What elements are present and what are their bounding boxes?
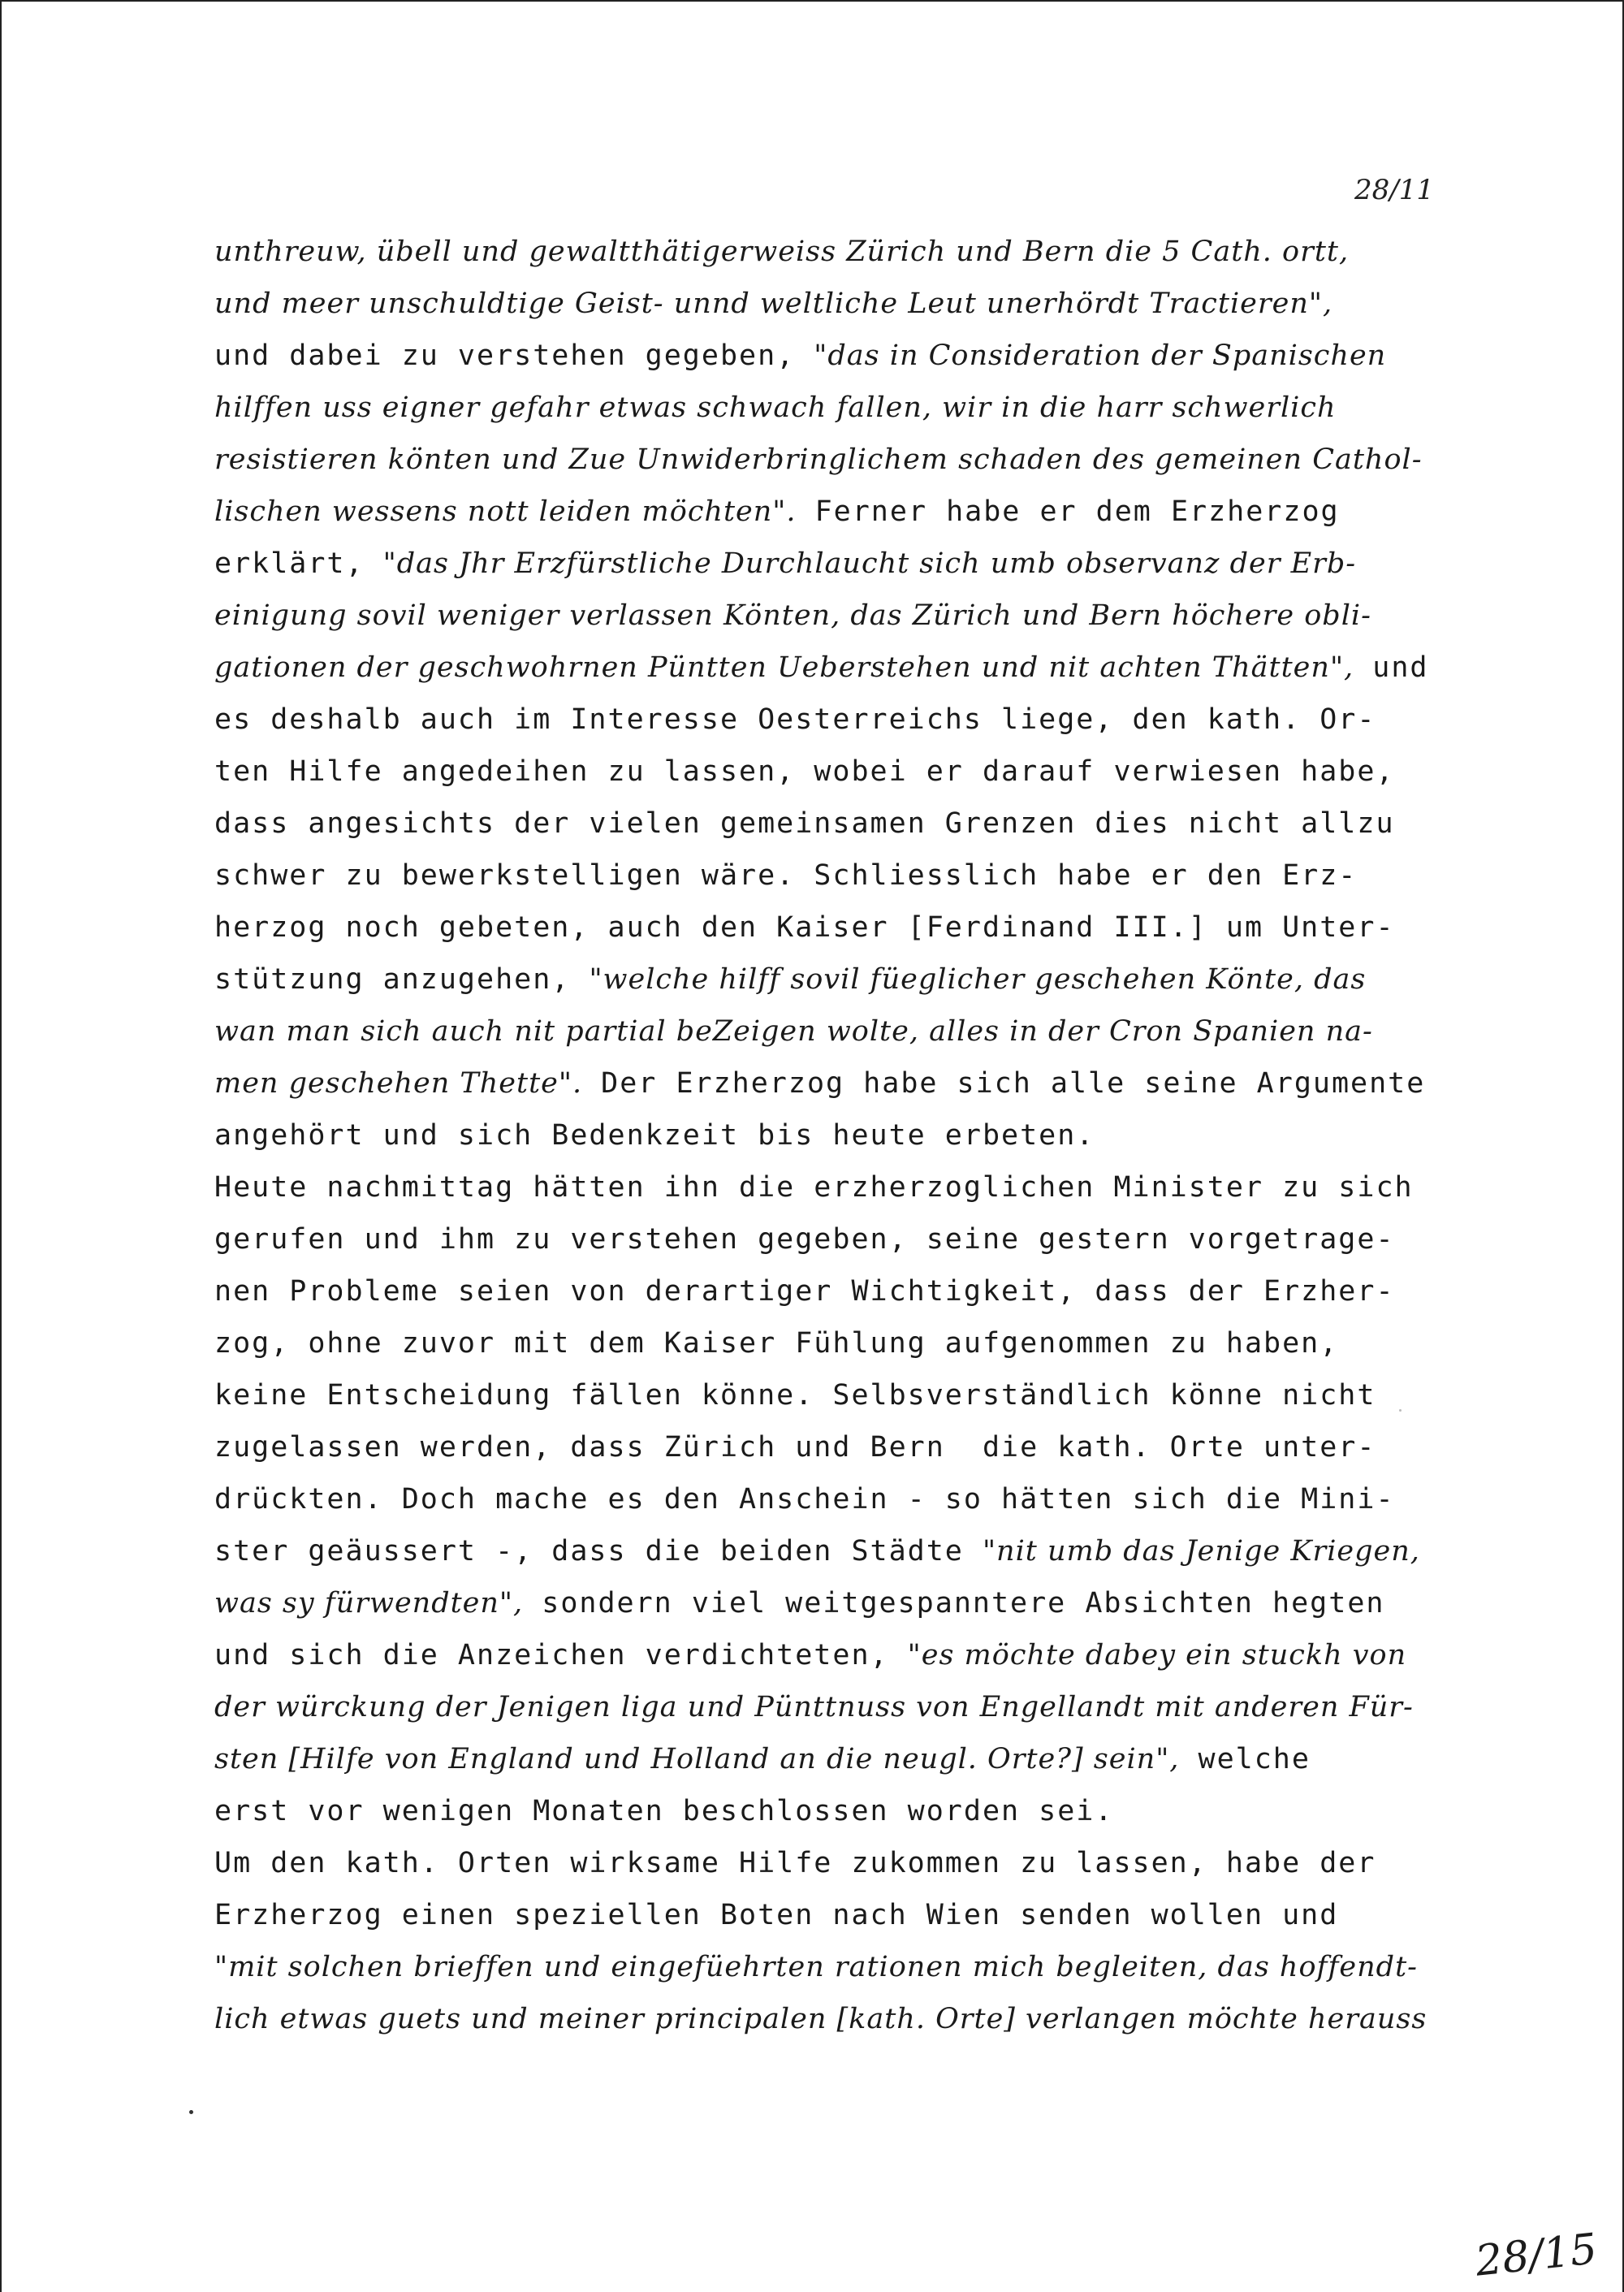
narrative-text: angehört und sich Bedenkzeit bis heute erbeten.: [214, 1119, 1095, 1152]
narrative-text: es deshalb auch im Interesse Oesterreichs liege, den kath. Or-: [214, 703, 1376, 736]
text-line: [214, 1733, 1481, 1785]
narrative-text: zugelassen werden, dass Zürich und Bern die kath. Orte unter-: [214, 1431, 1376, 1464]
narrative-text: welche: [1179, 1743, 1311, 1775]
text-line: [214, 1109, 1481, 1161]
narrative-text: drückten. Doch mache es den Anschein - so hätten sich die Mini-: [214, 1483, 1395, 1516]
narrative-text: schwer zu bewerkstelligen wäre. Schliesslich habe er den Erz-: [214, 859, 1358, 892]
narrative-text: nen Probleme seien von derartiger Wichtigkeit, dass der Erzher-: [214, 1275, 1395, 1308]
quoted-source-text: lischen wessens nott leiden möchten".: [214, 495, 797, 528]
narrative-text: Erzherzog einen speziellen Boten nach Wien senden wollen und: [214, 1899, 1339, 1931]
text-line: [214, 1317, 1481, 1369]
narrative-text: stützung anzugehen,: [214, 963, 590, 996]
narrative-text: keine Entscheidung fällen könne. Selbsverständlich könne nicht: [214, 1379, 1376, 1412]
quoted-source-text: "mit solchen brieffen und eingefüehrten rationen mich begleiten, das hoffendt-: [214, 1951, 1418, 1983]
quoted-source-text: und meer unschuldtige Geist- unnd weltliche Leut unerhördt Tractieren",: [214, 288, 1333, 320]
text-line: [214, 1525, 1481, 1577]
text-line: [214, 382, 1481, 434]
quoted-source-text: unthreuw, übell und gewaltthätigerweiss Zürich und Bern die 5 Cath. ortt,: [214, 236, 1350, 268]
text-line: [214, 1057, 1481, 1109]
text-line: [214, 1629, 1481, 1681]
quoted-source-text: gationen der geschwohrnen Püntten Ueberstehen und nit achten Thätten",: [214, 651, 1354, 684]
document-body: [214, 226, 1481, 2045]
text-line: [214, 1577, 1481, 1629]
text-line: [214, 1889, 1481, 1941]
quoted-source-text: hilffen uss eigner gefahr etwas schwach fallen, wir in die harr schwerlich: [214, 391, 1337, 424]
text-line: [214, 1265, 1481, 1317]
narrative-text: Der Erzherzog habe sich alle seine Argumente: [582, 1067, 1426, 1100]
text-line: [214, 1369, 1481, 1421]
narrative-text: und sich die Anzeichen verdichteten,: [214, 1639, 908, 1671]
quoted-source-text: lich etwas guets und meiner principalen [kath. Orte] verlangen möchte herauss: [214, 2003, 1427, 2035]
text-line: [214, 1837, 1481, 1889]
archive-folio-stamp: 28/15: [1473, 2225, 1600, 2286]
quoted-source-text: resistieren könten und Zue Unwiderbringlichem schaden des gemeinen Cathol-: [214, 443, 1423, 476]
text-line: [214, 1785, 1481, 1837]
narrative-text: gerufen und ihm zu verstehen gegeben, seine gestern vorgetrage-: [214, 1223, 1395, 1256]
text-line: [214, 1993, 1481, 2045]
narrative-text: sondern viel weitgespanntere Absichten hegten: [523, 1587, 1385, 1620]
paper-speck: [1399, 1409, 1402, 1412]
text-line: [214, 226, 1481, 278]
quoted-source-text: "das in Consideration der Spanischen: [814, 339, 1387, 372]
quoted-source-text: "das Jhr Erzfürstliche Durchlaucht sich umb observanz der Erb-: [382, 547, 1357, 580]
narrative-text: und: [1354, 651, 1429, 684]
narrative-text: Um den kath. Orten wirksame Hilfe zukommen zu lassen, habe der: [214, 1847, 1376, 1879]
text-line: [214, 954, 1481, 1005]
text-line: [214, 798, 1481, 850]
text-line: [214, 1161, 1481, 1213]
text-line: [214, 538, 1481, 590]
text-line: [214, 746, 1481, 798]
narrative-text: ster geäussert -, dass die beiden Städte: [214, 1535, 983, 1568]
quoted-source-text: sten [Hilfe von England und Holland an die neugl. Orte?] sein",: [214, 1743, 1180, 1775]
text-line: [214, 1941, 1481, 1993]
text-line: [214, 850, 1481, 902]
text-line: [214, 1473, 1481, 1525]
quoted-source-text: "es möchte dabey ein stuckh von: [907, 1639, 1407, 1671]
text-line: [214, 1213, 1481, 1265]
narrative-text: Heute nachmittag hätten ihn die erzherzoglichen Minister zu sich: [214, 1171, 1414, 1204]
narrative-text: herzog noch gebeten, auch den Kaiser [Ferdinand III.] um Unter-: [214, 911, 1395, 944]
narrative-text: erklärt,: [214, 547, 383, 580]
quoted-source-text: einigung sovil weniger verlassen Könten, das Zürich und Bern höchere obli-: [214, 599, 1371, 632]
quoted-source-text: was sy fürwendten",: [214, 1587, 524, 1620]
narrative-text: Ferner habe er dem Erzherzog: [796, 495, 1340, 528]
narrative-text: ten Hilfe angedeihen zu lassen, wobei er darauf verwiesen habe,: [214, 755, 1395, 788]
quoted-source-text: "welche hilff sovil füeglicher geschehen Könte, das: [589, 963, 1367, 996]
text-line: [214, 642, 1481, 694]
quoted-source-text: "nit umb das Jenige Kriegen,: [982, 1535, 1420, 1568]
quoted-source-text: wan man sich auch nit partial beZeigen wolte, alles in der Cron Spanien na-: [214, 1015, 1373, 1048]
text-line: [214, 434, 1481, 486]
text-line: [214, 1421, 1481, 1473]
text-line: [214, 902, 1481, 954]
text-line: [214, 278, 1481, 330]
text-line: [214, 486, 1481, 538]
narrative-text: dass angesichts der vielen gemeinsamen Grenzen dies nicht allzu: [214, 807, 1395, 840]
text-line: [214, 1681, 1481, 1733]
narrative-text: und dabei zu verstehen gegeben,: [214, 339, 814, 372]
narrative-text: erst vor wenigen Monaten beschlossen worden sei.: [214, 1795, 1114, 1827]
quoted-source-text: men geschehen Thette".: [214, 1067, 583, 1100]
quoted-source-text: der würckung der Jenigen liga und Pünttnuss von Engellandt mit anderen Für-: [214, 1691, 1414, 1723]
page-number: 28/11: [1354, 174, 1434, 206]
text-line: [214, 330, 1481, 382]
text-line: [214, 590, 1481, 642]
text-line: [214, 694, 1481, 746]
ink-dot: [189, 2110, 193, 2114]
narrative-text: zog, ohne zuvor mit dem Kaiser Fühlung aufgenommen zu haben,: [214, 1327, 1339, 1360]
text-line: [214, 1005, 1481, 1057]
